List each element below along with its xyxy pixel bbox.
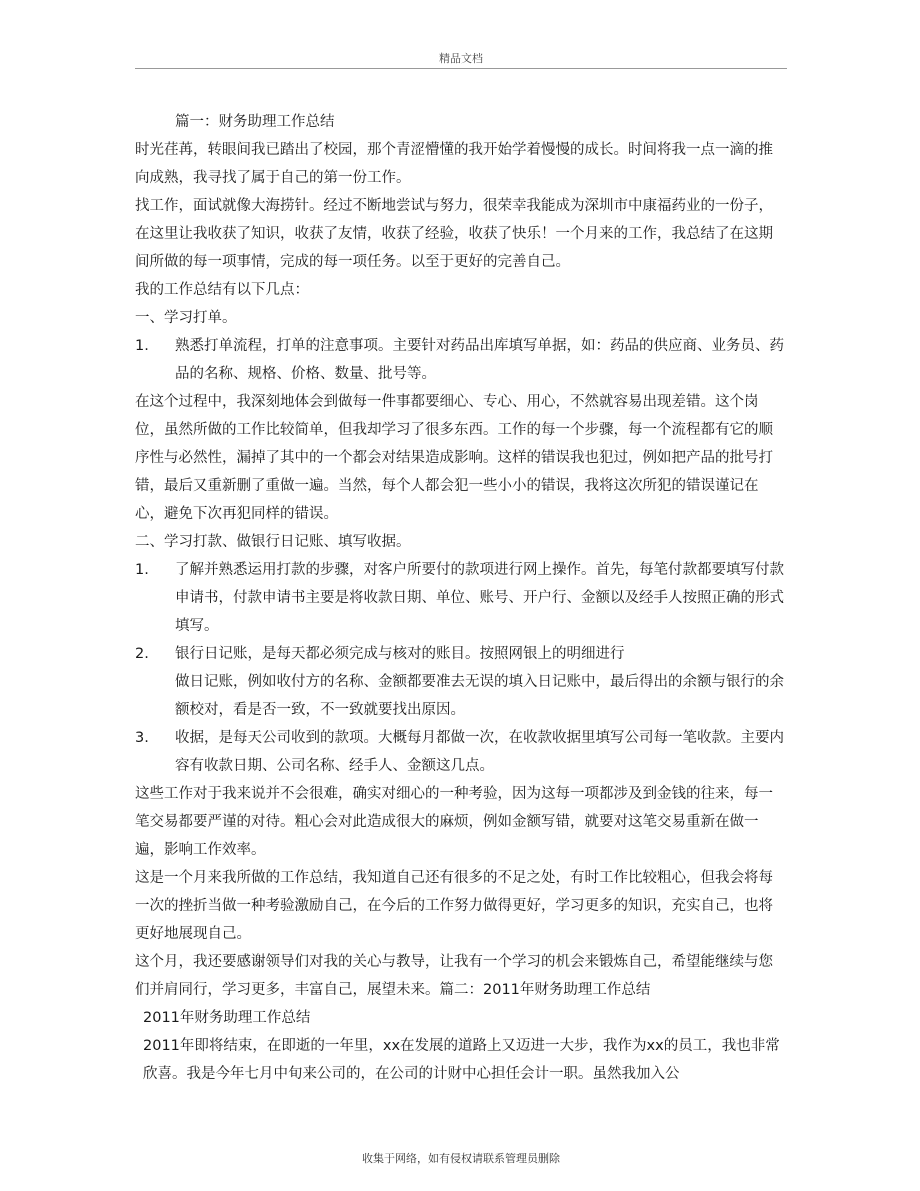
list-continuation: 做日记账，例如收付方的名称、金额都要准去无误的填入日记账中，最后得出的余额与银行的余额校对，看是否一致，不一致就要找出原因。 (175, 674, 784, 718)
list-item (135, 640, 787, 668)
list-number: 3. (135, 730, 149, 746)
list-text: 银行日记账，是每天都必须完成与核对的账目。按照网银上的明细进行 (175, 646, 625, 662)
paragraph: 这个月，我还要感谢领导们对我的关心与教导，让我有一个学习的机会来锻炼自己，希望能继续与您们并肩同行，学习更多，丰富自己，展望未来。篇二：2011年财务助理工作总结 (135, 954, 773, 998)
paragraph: 这是一个月来我所做的工作总结，我知道自己还有很多的不足之处，有时工作比较粗心，但我会将每一次的挫折当做一种考验激励自己，在今后的工作努力做得更好，学习更多的知识，充实自己，也将更好地展现自己。 (135, 870, 773, 942)
list-text: 了解并熟悉运用打款的步骤，对客户所要付的款项进行网上操作。首先，每笔付款都要填写付款申请书，付款申请书主要是将收款日期、单位、账号、开户行、金额以及经手人按照正确的形式填写。 (175, 562, 784, 634)
page-footer: 收集于网络，如有侵权请联系管理员删除 (362, 1152, 560, 1165)
list-number: 1. (135, 338, 149, 354)
list-number: 1. (135, 562, 149, 578)
paragraph: 这些工作对于我来说并不会很难，确实对细心的一种考验，因为这每一项都涉及到金钱的往来，每一笔交易都要严谨的对待。粗心会对此造成很大的麻烦，例如金额写错，就要对这笔交易重新在做一遍，影响工作效率。 (135, 786, 773, 858)
list-item (135, 332, 787, 388)
document-body (135, 108, 787, 1088)
list-text: 熟悉打单流程，打单的注意事项。主要针对药品出库填写单据，如：药品的供应商、业务员、药品的名称、规格、价格、数量、批号等。 (175, 338, 784, 382)
header-divider (135, 68, 787, 69)
paragraph: 时光荏苒，转眼间我已踏出了校园，那个青涩懵懂的我开始学着慢慢的成长。时间将我一点一滴的推向成熟，我寻找了属于自己的第一份工作。 (135, 142, 773, 186)
list-number: 2. (135, 646, 149, 662)
paragraph: 在这个过程中，我深刻地体会到做每一件事都要细心、专心、用心，不然就容易出现差错。这个岗位，虽然所做的工作比较简单，但我却学习了很多东西。工作的每一个步骤，每一个流程都有它的顺序性与必然性，漏掉了其中的一个都会对结果造成影响。这样的错误我也犯过，例如把产品的批号打错，最后又重新删了重做一遍。当然，每个人都会犯一些小小的错误，我将这次所犯的错误谨记在心，避免下次再犯同样的错误。 (135, 394, 773, 522)
heading: 二、学习打款、做银行日记账、填写收据。 (135, 534, 411, 550)
list-item (135, 556, 787, 640)
page-header: 精品文档 (439, 52, 483, 65)
paragraph: 2011年即将结束，在即逝的一年里，xx在发展的道路上又迈进一大步，我作为xx的员工，我也非常欣喜。我是今年七月中旬来公司的，在公司的计财中心担任会计一职。虽然我加入公 (143, 1038, 780, 1082)
section-title: 2011年财务助理工作总结 (143, 1010, 311, 1026)
heading: 一、学习打单。 (135, 310, 237, 326)
paragraph: 我的工作总结有以下几点： (135, 282, 309, 298)
list-text: 收据，是每天公司收到的款项。大概每月都做一次，在收款收据里填写公司每一笔收款。主要内容有收款日期、公司名称、经手人、金额这几点。 (175, 730, 784, 774)
paragraph: 找工作，面试就像大海捞针。经过不断地尝试与努力，很荣幸我能成为深圳市中康福药业的一份子，在这里让我收获了知识，收获了友情，收获了经验，收获了快乐！一个月来的工作，我总结了在这期间所做的每一项事情，完成的每一项任务。以至于更好的完善自己。 (135, 198, 773, 270)
list-item (135, 724, 787, 780)
section-title: 篇一：财务助理工作总结 (175, 114, 335, 130)
